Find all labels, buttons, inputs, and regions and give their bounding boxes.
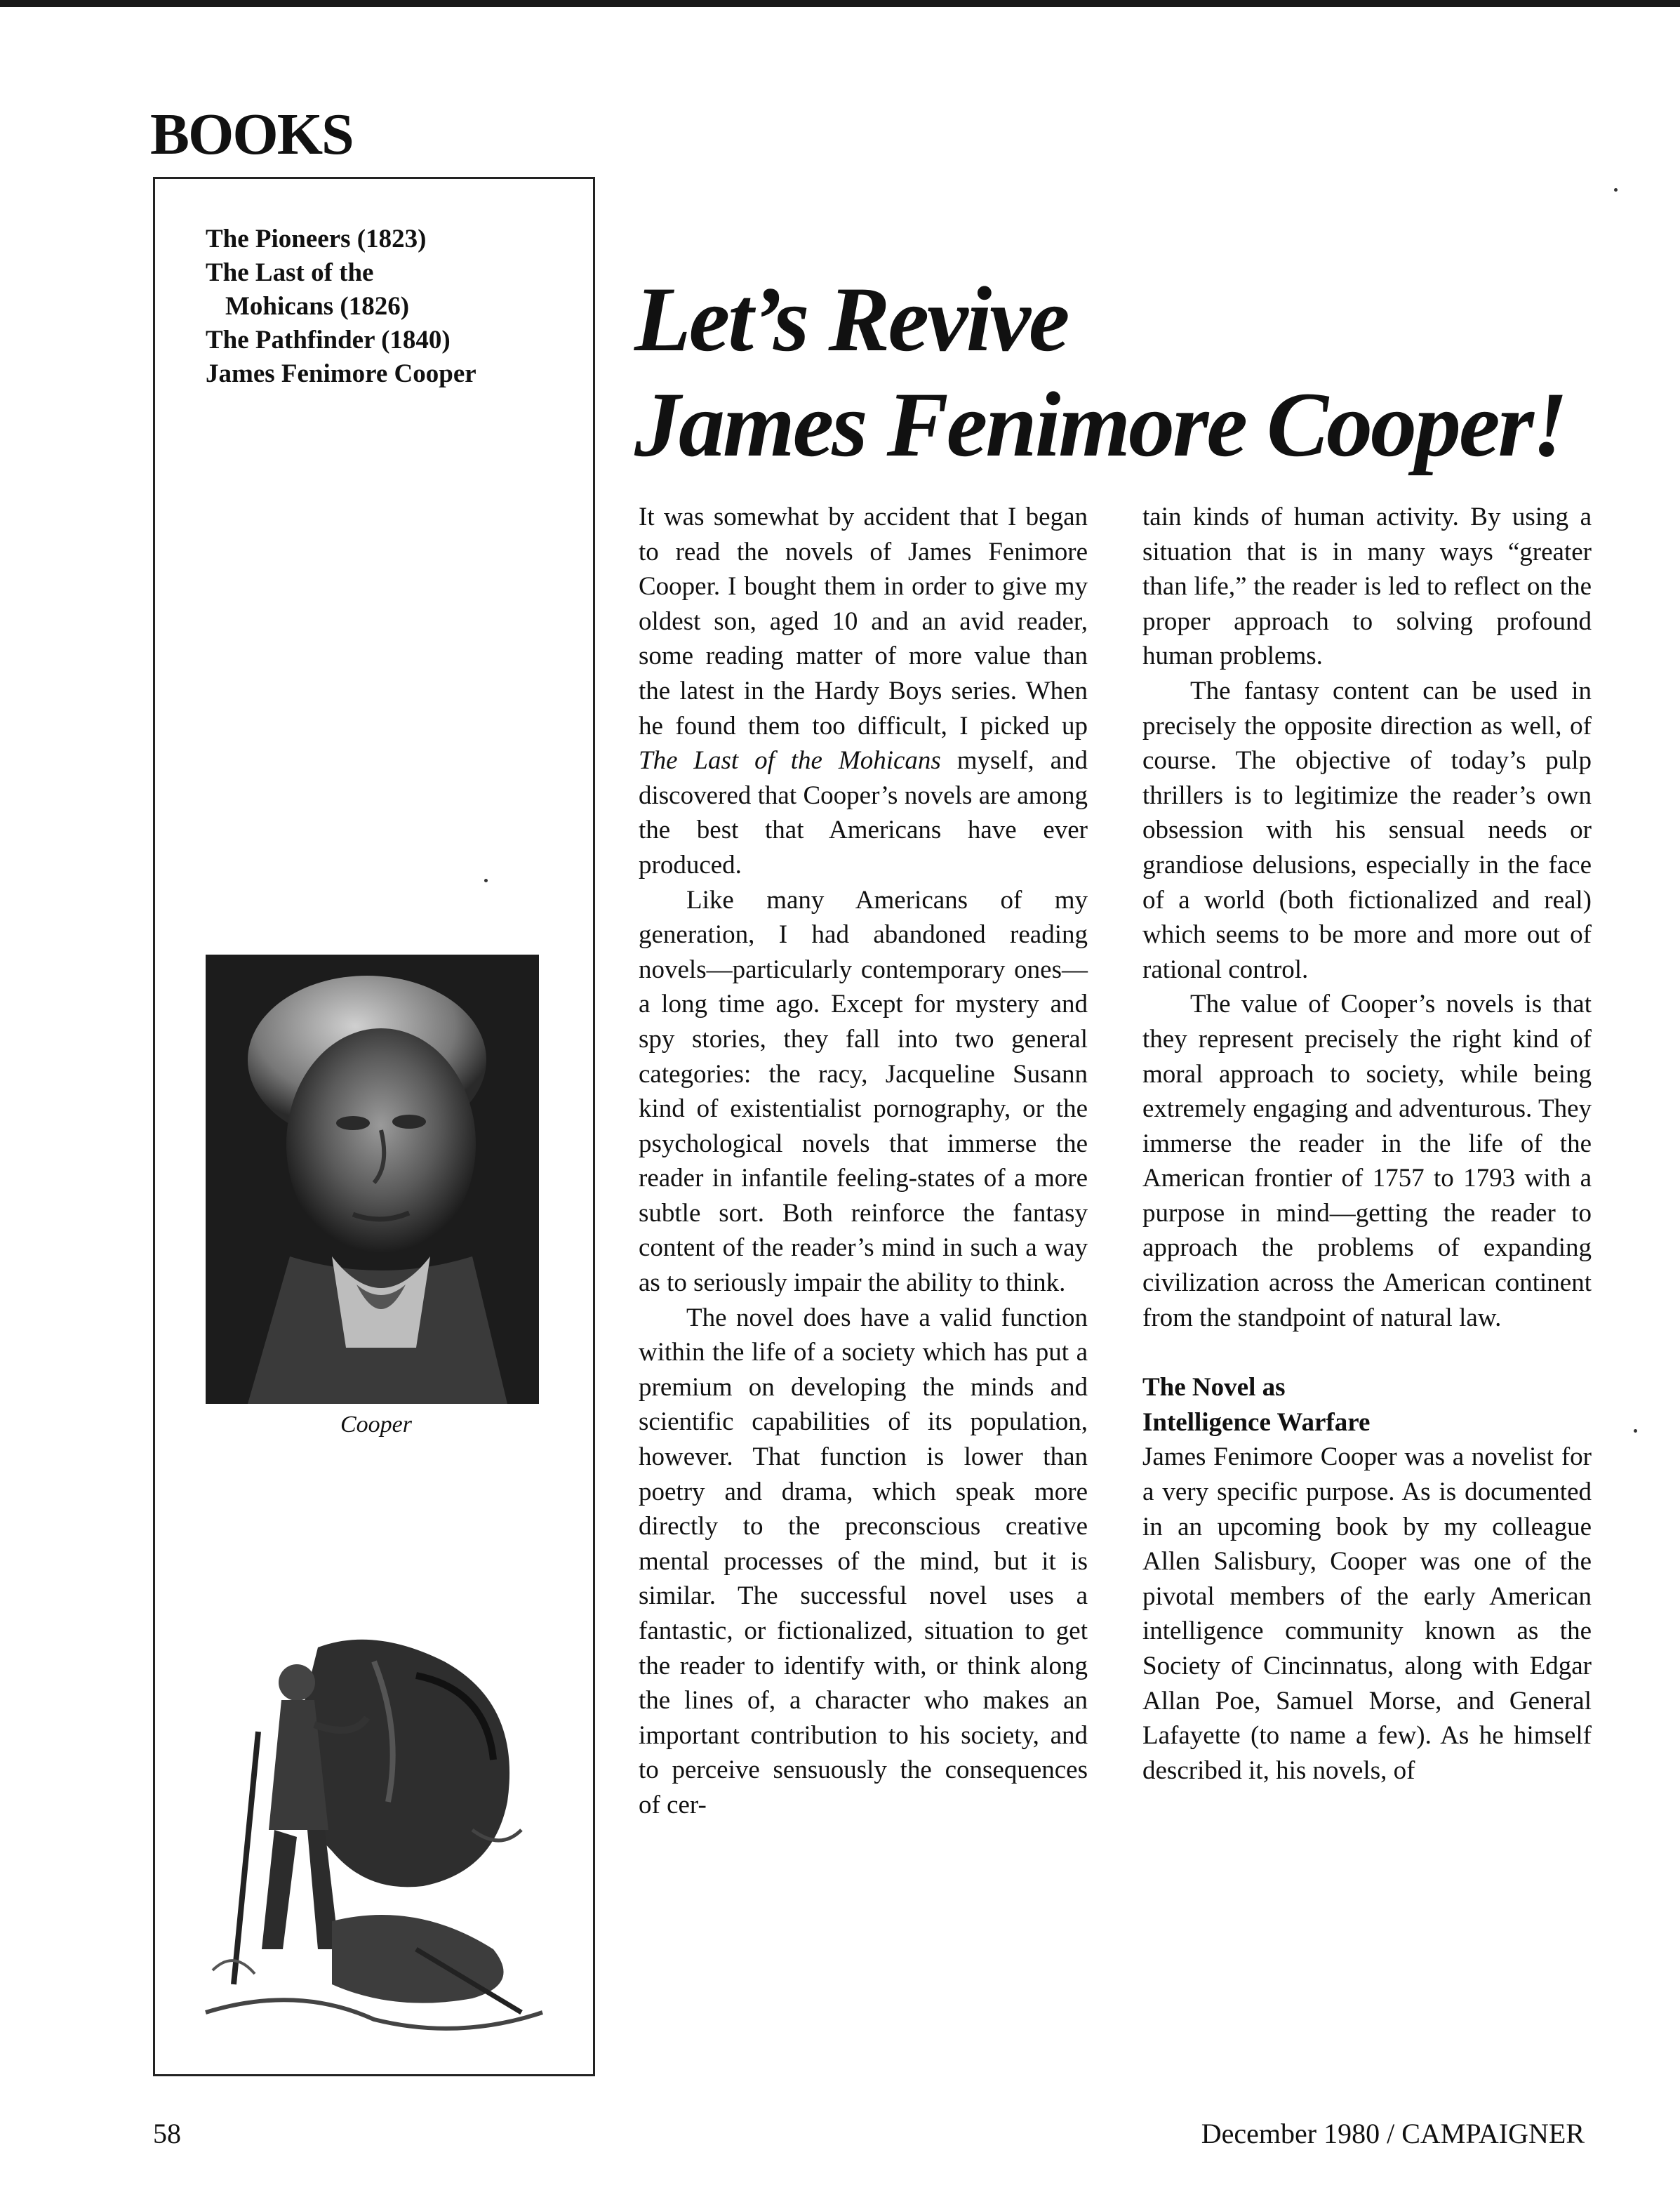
article-headline bbox=[634, 267, 1645, 477]
print-speck bbox=[1634, 1429, 1637, 1433]
article-column-1 bbox=[639, 500, 1088, 1823]
headline-line: Let’s Revive bbox=[634, 267, 1068, 371]
headline-line: James Fenimore Cooper! bbox=[634, 373, 1566, 476]
publication-line: December 1980 / CAMPAIGNER bbox=[1201, 2118, 1585, 2149]
paragraph: Like many Americans of my generation, I had abandoned reading novels—particularly contemporary ones—a long time ago. Except for mystery and spy stories, they fall into two general categories: the racy, Jacqueline Susann kind of existentialist pornography, or the psychological novels that immerse the reader in infantile feeling-states of a more subtle sort. Both reinforce the fantasy content of the reader’s mind in such a way as to seriously impair the ability to think. bbox=[639, 885, 1088, 1298]
paragraph: The value of Cooper’s novels is that they represent precisely the right kind of moral approach to society, while being extremely engaging and adventurous. They immerse the reader in the life of the American frontier of 1757 to 1793 with a purpose in mind—getting the reader to approach the problems of expanding civilization across the American continent from the standpoint of natural law. bbox=[1142, 990, 1592, 1332]
section-title: BOOKS bbox=[150, 102, 353, 167]
top-rule bbox=[0, 0, 1680, 7]
book-title: The Pathfinder (1840) bbox=[206, 326, 451, 354]
cooper-portrait-image bbox=[206, 955, 539, 1404]
article-column-2 bbox=[1142, 500, 1592, 1788]
book-title: Mohicans (1826) bbox=[225, 292, 410, 321]
page-number: 58 bbox=[153, 2118, 181, 2149]
frontiersman-engraving-image bbox=[192, 1619, 556, 2040]
paragraph bbox=[639, 500, 1088, 883]
book-title: The Pioneers (1823) bbox=[206, 225, 427, 253]
subheading-line: The Novel as bbox=[1142, 1373, 1286, 1402]
subheading bbox=[1142, 1370, 1592, 1440]
subheading-line: Intelligence Warfare bbox=[1142, 1407, 1371, 1437]
paragraph: tain kinds of human activity. By using a situation that is in many ways “greater than life,” the reader is led to reflect on the proper approach to solving profound human problems. bbox=[1142, 503, 1592, 671]
paragraph-text: myself, and discovered that Cooper’s novels are among the best that Americans have ever produced. bbox=[639, 746, 1088, 880]
sidebar-box bbox=[153, 177, 595, 2076]
print-speck bbox=[484, 879, 488, 882]
author-name: James Fenimore Cooper bbox=[206, 359, 476, 388]
book-list bbox=[206, 223, 585, 391]
book-title-italic: The Last of the Mohicans bbox=[639, 746, 941, 776]
paragraph: The novel does have a valid function within the life of a society which has put a premium on developing the minds and scientific capabilities of its population, however. That function is lower than poetry and drama, which speak more directly to the preconscious creative mental processes of the mind, but it is similar. The successful novel uses a fantastic, or fictionalized, situation to get the reader to identify with, or think along the lines of, a character who makes an important contribution to his society, and to perceive sensuously the consequences of cer- bbox=[639, 1303, 1088, 1819]
book-title: The Last of the bbox=[206, 258, 374, 287]
paragraph: James Fenimore Cooper was a novelist for a very specific purpose. As is documented in an upcoming book by my colleague Allen Salisbury, Cooper was one of the pivotal members of the early American intelligence community known as the Society of Cincinnatus, along with Edgar Allan Poe, Samuel Morse, and General Lafayette (to name a few). As he himself described it, his novels, of bbox=[1142, 1442, 1592, 1785]
print-speck bbox=[1614, 188, 1618, 192]
portrait-caption: Cooper bbox=[340, 1412, 412, 1438]
paragraph-text: It was somewhat by accident that I began to read the novels of James Fenimore Cooper. I bought them in order to give my oldest son, aged 10 and an avid reader, some reading matter of more value than the latest in the Hardy Boys series. When he found them too difficult, I picked up bbox=[639, 503, 1088, 741]
paragraph: The fantasy content can be used in precisely the opposite direction as well, of course. The objective of today’s pulp thrillers is to legitimize the reader’s own obsession with his sensual needs or grandiose delusions, especially in the face of a world (both fictionalized and real) which seems to be more and more out of rational control. bbox=[1142, 676, 1592, 984]
